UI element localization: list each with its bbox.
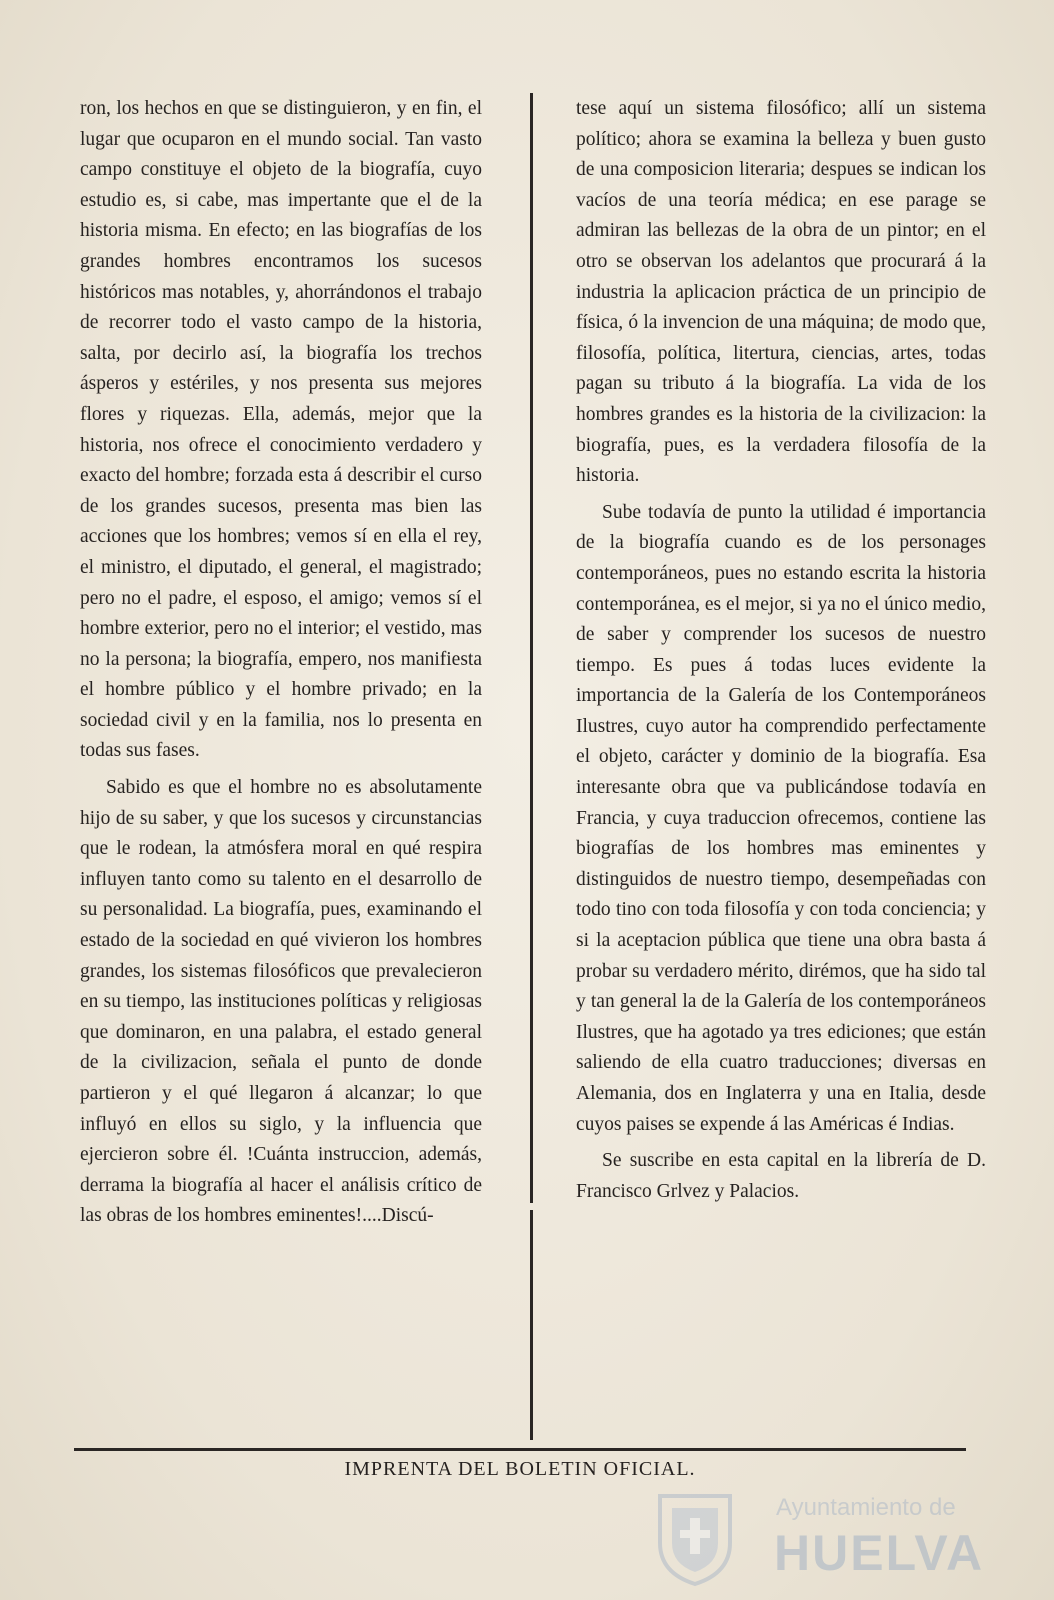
watermark-line-2: HUELVA	[774, 1525, 985, 1581]
right-paragraph-2: Sube todavía de punto la utilidad é importancia de la biografía cuando es de los personages contemporáneos, pues no estando escrita la historia contemporánea, es el mejor, si ya no el único medio, de saber y comprender los sucesos de nuestro tiempo. Es pues á todas luces evidente la importancia de la Galería de los Contemporáneos Ilustres, cuyo autor ha comprendido perfectamente el objeto, carácter y dominio de la biografía. Esa interesante obra que va publicándose todavía en Francia, y cuya traduccion ofrecemos, contiene las biografías de los hombres mas eminentes y distinguidos de nuestro tiempo, desempeñadas con todo tino con toda filosofía y con toda conciencia; y si la aceptacion pública que tiene una obra basta á probar su verdadero mérito, dirémos, que ha sido tal y tan general la de la Galería de los contemporáneos Ilustres, que ha agotado ya tres ediciones; que están saliendo de ella cuatro traducciones; diversas en Alemania, dos en Inglaterra y una en Italia, desde cuyos paises se expende á las Américas é Indias.	[576, 501, 986, 1135]
column-divider-upper	[530, 93, 533, 1203]
coat-of-arms-icon	[650, 1488, 740, 1588]
column-divider-lower	[530, 1210, 533, 1440]
imprint-line: IMPRENTA DEL BOLETIN OFICIAL.	[344, 1458, 696, 1480]
right-paragraph-1: tese aquí un sistema filosófico; allí un sistema político; ahora se examina la belleza y buen gusto de una composicion literaria; despues se indican los vacíos de una teoría médica; en ese parage se admiran las bellezas de la obra de un pintor; en el otro se observan los adelantos que procurará á la industria la aplicacion práctica de un principio de física, ó la invencion de una máquina; de modo que, filosofía, política, litertura, ciencias, artes, todas pagan su tributo á la biografía. La vida de los hombres grandes es la historia de la civilizacion: la biografía, pues, es la verdadera filosofía de la historia.	[576, 98, 986, 487]
watermark-line-1: Ayuntamiento de	[776, 1494, 956, 1521]
footer-rule	[74, 1448, 966, 1451]
left-paragraph-2: Sabido es que el hombre no es absolutamente hijo de su saber, y que los sucesos y circunstancias que le rodean, la atmósfera moral en qué respira influyen tanto como su talento en el desarrollo de su personalidad. La biografía, pues, examinando el estado de la sociedad en qué vivieron los hombres grandes, los sistemas filosóficos que prevalecieron en su tiempo, las instituciones políticas y religiosas que dominaron, en una palabra, el estado general de la civilizacion, señala el punto de donde partieron y el qué llegaron á alcanzar; lo que influyó en ellos su siglo, y la influencia que ejercieron sobre él. !Cuánta instruccion, además, derrama la biografía al hacer el análisis crítico de las obras de los hombres eminentes!....Discú-	[80, 777, 482, 1227]
right-paragraph-3: Se suscribe en esta capital en la librería de D. Francisco Grlvez y Palacios.	[576, 1150, 986, 1202]
right-text-column	[576, 94, 986, 1207]
left-paragraph-1: ron, los hechos en que se distinguieron, y en fin, el lugar que ocuparon en el mundo social. Tan vasto campo constituye el objeto de la biografía, cuyo estudio es, si cabe, mas impertante que el de la historia misma. En efecto; en las biografías de los grandes hombres encontramos los sucesos históricos mas notables, y, ahorrándonos el trabajo de recorrer todo el vasto campo de la historia, salta, por decirlo así, la biografía los trechos ásperos y estériles, y nos presenta sus mejores flores y riquezas. Ella, además, mejor que la historia, nos ofrece el conocimiento verdadero y exacto del hombre; forzada esta á describir el curso de los grandes sucesos, presenta mas bien las acciones que los hombres; vemos sí en ella el rey, el ministro, el diputado, el general, el magistrado; pero no el padre, el esposo, el amigo; vemos sí el hombre exterior, pero no el interior; el vestido, mas no la persona; la biografía, empero, nos manifiesta el hombre público y el hombre privado; en la sociedad civil y en la familia, nos lo presenta en todas sus fases.	[80, 98, 482, 762]
left-text-column	[80, 94, 482, 1232]
archive-watermark	[650, 1488, 990, 1588]
